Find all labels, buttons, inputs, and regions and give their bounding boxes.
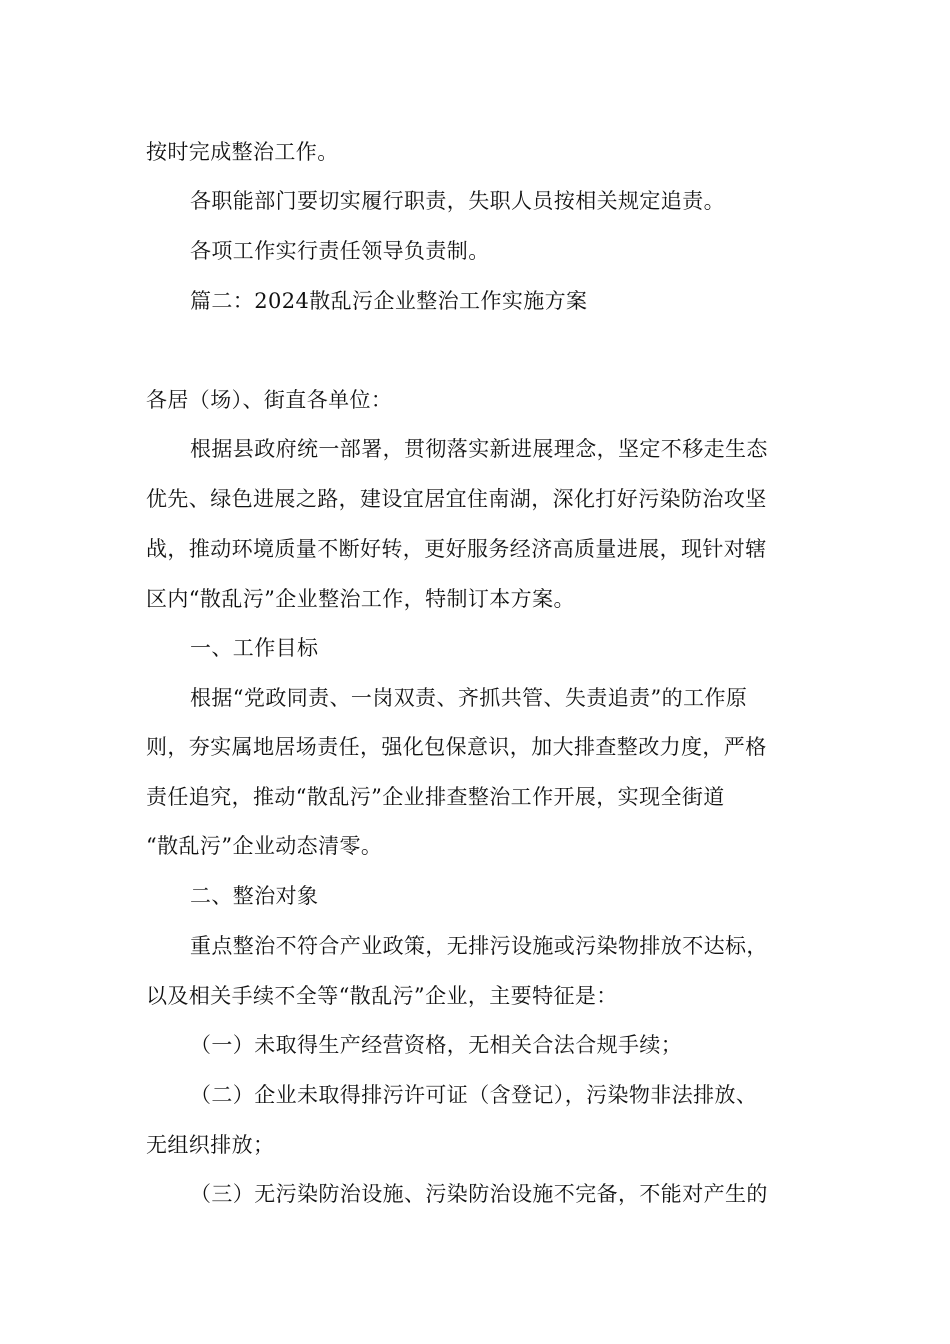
section-heading: 一、工作目标 — [190, 636, 319, 660]
text-line: 按时完成整治工作。 — [146, 140, 339, 164]
text-line: 责任追究，推动“散乱污”企业排查整治工作开展，实现全街道 — [146, 785, 725, 809]
text-line: 根据县政府统一部署，贯彻落实新进展理念，坚定不移走生态 — [190, 437, 768, 461]
text-line: 重点整治不符合产业政策，无排污设施或污染物排放不达标， — [190, 934, 768, 958]
list-item: （一）未取得生产经营资格，无相关合法合规手续； — [190, 1033, 683, 1057]
text-line: 各项工作实行责任领导负责制。 — [190, 239, 490, 263]
salutation: 各居（场）、街直各单位： — [146, 388, 393, 412]
section-heading: 二、整治对象 — [190, 884, 319, 908]
list-item: （二）企业未取得排污许可证（含登记），污染物非法排放、 — [190, 1083, 758, 1107]
text-line: 则，夯实属地居场责任，强化包保意识，加大排查整改力度，严格 — [146, 735, 767, 759]
text-line: 各职能部门要切实履行职责，失职人员按相关规定追责。 — [190, 189, 725, 213]
text-line: 战，推动环境质量不断好转，更好服务经济高质量进展，现针对辖 — [146, 537, 767, 561]
text-line: 优先、绿色进展之路，建设宜居宜住南湖，深化打好污染防治攻坚 — [146, 487, 767, 511]
text-line: 以及相关手续不全等“散乱污”企业，主要特征是： — [146, 984, 618, 1008]
text-line: 根据“党政同责、一岗双责、齐抓共管、失责追责”的工作原 — [190, 686, 748, 710]
text-line: “散乱污”企业动态清零。 — [146, 834, 383, 858]
text-line: 区内“散乱污”企业整治工作，特制订本方案。 — [146, 587, 575, 611]
list-item: （三）无污染防治设施、污染防治设施不完备，不能对产生的 — [190, 1182, 768, 1206]
section-heading: 篇二：2024散乱污企业整治工作实施方案 — [190, 289, 588, 313]
text-line: 无组织排放； — [146, 1133, 275, 1157]
